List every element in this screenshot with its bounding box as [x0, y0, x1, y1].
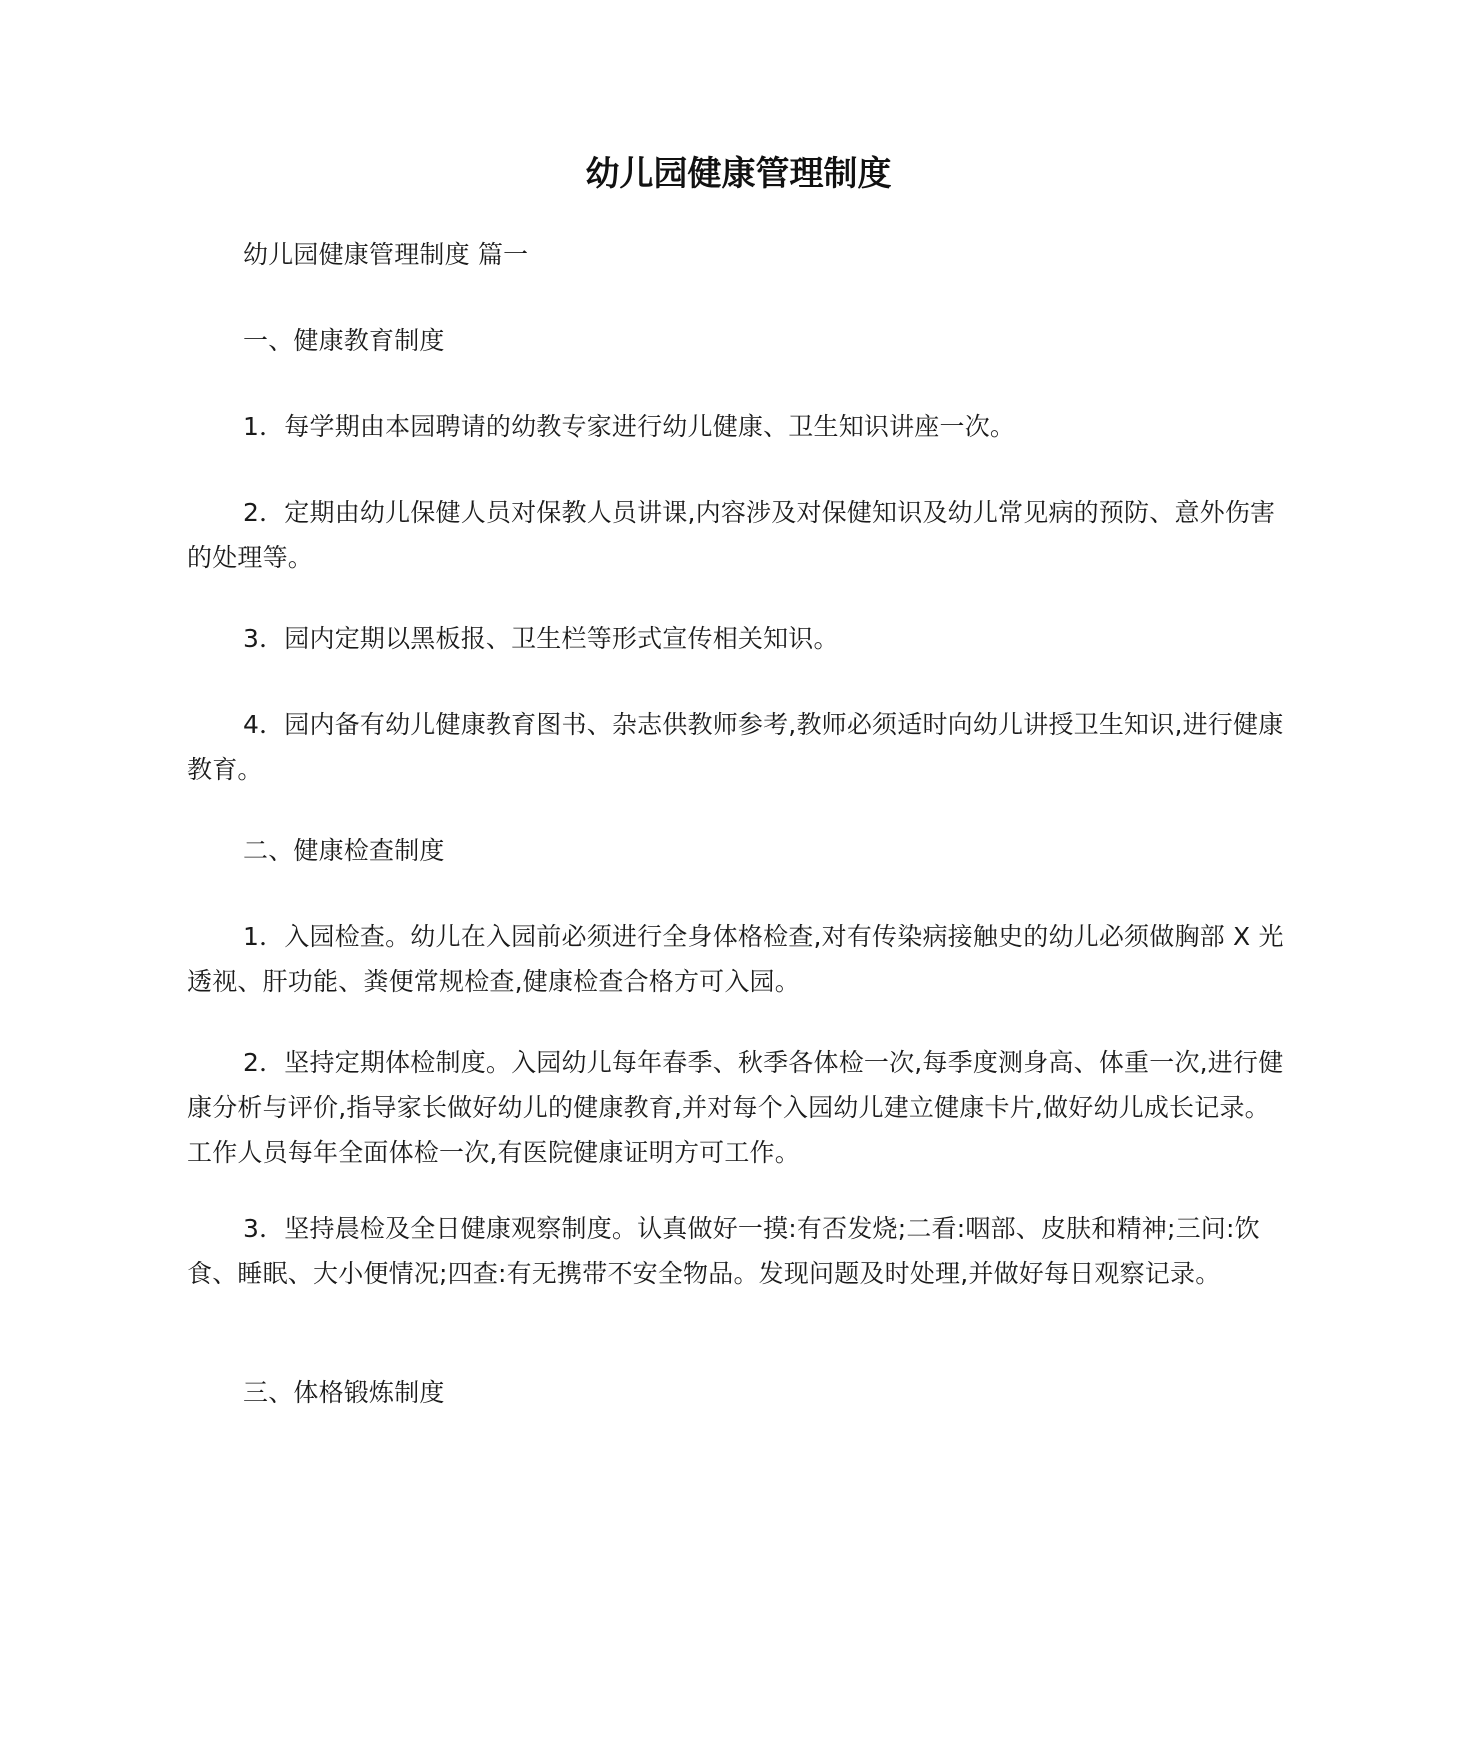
section-heading-health-check: 二、健康检查制度 [243, 836, 445, 865]
section-heading-health-education: 一、健康教育制度 [243, 326, 445, 355]
paragraph-item: 4．园内备有幼儿健康教育图书、杂志供教师参考,教师必须适时向幼儿讲授卫生知识,进行健康教育。 [187, 710, 1284, 784]
paragraph-item: 1．每学期由本园聘请的幼教专家进行幼儿健康、卫生知识讲座一次。 [243, 412, 1016, 441]
paragraph-item: 3．坚持晨检及全日健康观察制度。认真做好一摸:有否发烧;二看:咽部、皮肤和精神;三问:饮食、睡眠、大小便情况;四查:有无携带不安全物品。发现问题及时处理,并做好每日观察记录。 [187, 1214, 1260, 1288]
paragraph-item: 1．入园检查。幼儿在入园前必须进行全身体格检查,对有传染病接触史的幼儿必须做胸部 X 光透视、肝功能、粪便常规检查,健康检查合格方可入园。 [187, 922, 1284, 996]
section-heading-physical-exercise: 三、体格锻炼制度 [243, 1378, 445, 1407]
paragraph-item: 2．坚持定期体检制度。入园幼儿每年春季、秋季各体检一次,每季度测身高、体重一次,进行健康分析与评价,指导家长做好幼儿的健康教育,并对每个入园幼儿建立健康卡片,做好幼儿成长记录。工作人员每年全面体检一次,有医院健康证明方可工作。 [187, 1048, 1284, 1167]
section-subtitle: 幼儿园健康管理制度 篇一 [243, 240, 529, 269]
document-title: 幼儿园健康管理制度 [585, 154, 892, 194]
paragraph-item: 3．园内定期以黑板报、卫生栏等形式宣传相关知识。 [243, 624, 839, 653]
paragraph-item: 2．定期由幼儿保健人员对保教人员讲课,内容涉及对保健知识及幼儿常见病的预防、意外伤害的处理等。 [187, 498, 1276, 572]
